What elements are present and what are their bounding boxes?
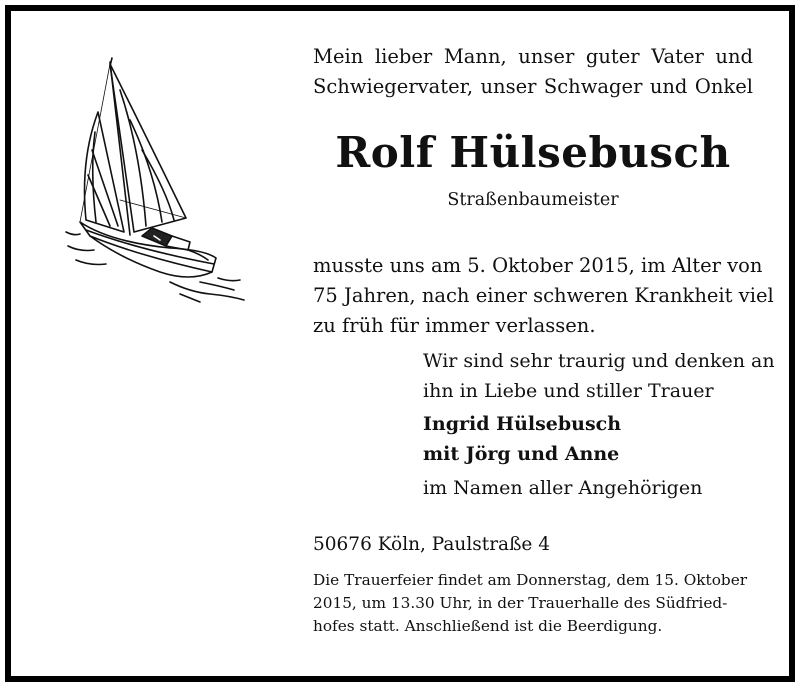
intro-text [313,42,753,102]
death-line: zu früh für immer verlassen. [313,314,596,337]
service-line: Die Trauerfeier findet am Donnerstag, dem 15. Oktober [313,571,748,589]
address: 50676 Köln, Paulstraße 4 [313,534,551,555]
intro-line: Mein lieber Mann, unser guter Vater und [313,45,753,68]
death-line: musste uns am 5. Oktober 2015, im Alter von [313,254,763,277]
mourning-line: ihn in Liebe und stiller Trauer [423,380,714,402]
service-line: 2015, um 13.30 Uhr, in der Trauerhalle des Südfried- [313,594,728,612]
family-line: Ingrid Hülsebusch [423,413,622,435]
death-line: 75 Jahren, nach einer schweren Krankheit viel [313,284,774,307]
intro-line: Schwiegervater, unser Schwager und Onkel [313,75,753,98]
sailboat-icon [50,50,260,310]
family-line: mit Jörg und Anne [423,443,620,465]
service-line: hofes statt. Anschließend ist die Beerdigung. [313,617,663,635]
family-signature [423,409,763,469]
deceased-name: Rolf Hülsebusch [335,128,731,177]
relatives-text [423,473,763,503]
relatives-line: im Namen aller Angehörigen [423,477,703,499]
service-info [313,569,753,638]
death-text [313,251,774,341]
deceased-profession: Straßenbaumeister [447,190,619,210]
mourning-line: Wir sind sehr traurig und denken an [423,350,775,372]
mourning-text [423,346,775,406]
